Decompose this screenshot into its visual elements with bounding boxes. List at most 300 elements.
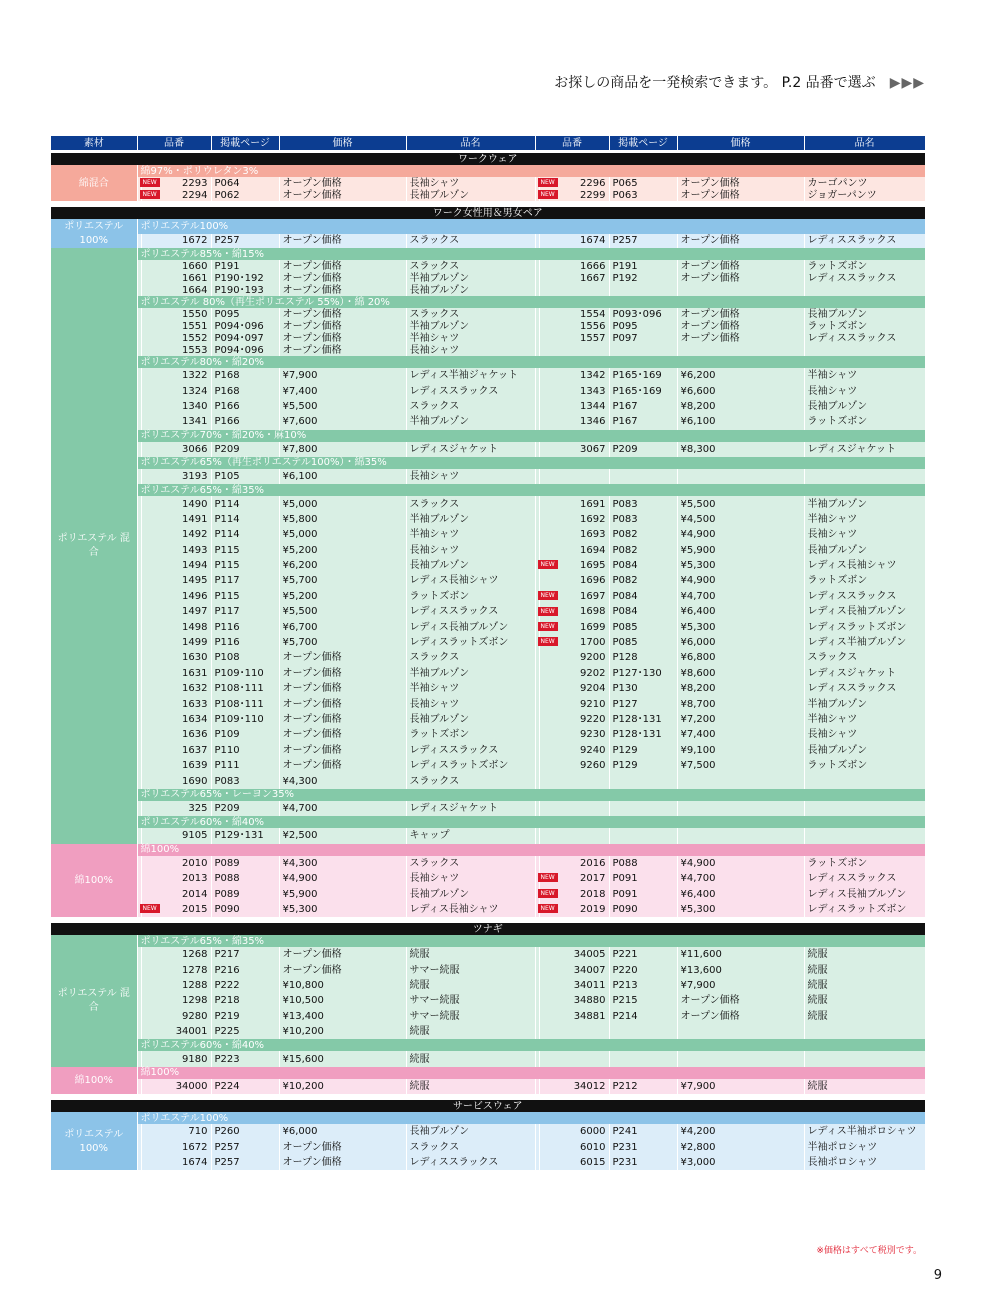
product-number: [539, 773, 609, 788]
group-label: ポリエステル70%・綿20%・麻10%: [137, 430, 925, 442]
page-number: 9: [933, 1268, 942, 1283]
price: ¥5,500: [279, 604, 406, 619]
catalog-page: P257: [211, 234, 279, 249]
price: オープン価格: [279, 320, 406, 332]
product-number: 2018: [539, 886, 609, 901]
product-number: 1278: [141, 963, 211, 978]
price: ¥6,600: [677, 383, 804, 398]
catalog-page: [609, 828, 677, 843]
new-badge: NEW: [538, 591, 558, 600]
price: ¥6,700: [279, 619, 406, 634]
catalog-page: P215: [609, 993, 677, 1008]
product-name: スラックス: [406, 308, 535, 320]
table-row: [51, 320, 925, 332]
table-row: [51, 442, 925, 457]
group-label: ポリエステル60%・綿40%: [137, 816, 925, 828]
section-header: [51, 153, 925, 165]
catalog-page: P191: [609, 260, 677, 272]
catalog-page: P090: [609, 902, 677, 917]
price: ¥5,000: [279, 496, 406, 511]
price: オープン価格: [279, 272, 406, 284]
product-name: ラットズボン: [804, 573, 925, 588]
price: ¥5,800: [279, 512, 406, 527]
table-row: [51, 308, 925, 320]
product-number: 1556: [539, 320, 609, 332]
product-number: 1697: [539, 589, 609, 604]
price: オープン価格: [279, 947, 406, 962]
product-number: 34000: [141, 1079, 211, 1094]
price: ¥6,000: [677, 635, 804, 650]
product-name: キャップ: [406, 828, 535, 843]
product-number: [539, 1024, 609, 1039]
product-name: レディススラックス: [804, 589, 925, 604]
table-row: [51, 619, 925, 634]
group-label: ポリエステル100%: [137, 1112, 925, 1124]
product-number: 1639: [141, 758, 211, 773]
group-label: ポリエステル100%: [137, 219, 925, 234]
catalog-page: P083: [609, 496, 677, 511]
product-number: 1288: [141, 978, 211, 993]
price: オープン価格: [279, 681, 406, 696]
catalog-page: P084: [609, 604, 677, 619]
table-row: [51, 543, 925, 558]
new-badge: NEW: [538, 889, 558, 898]
catalog-page: P218: [211, 993, 279, 1008]
product-name: カーゴパンツ: [804, 177, 925, 189]
product-number: 1490: [141, 496, 211, 511]
product-number: 1691: [539, 496, 609, 511]
price: ¥6,200: [279, 558, 406, 573]
product-name: [804, 344, 925, 356]
new-marker-cell: [535, 189, 555, 201]
material-group-row: [51, 430, 925, 442]
catalog-page: P109･110: [211, 666, 279, 681]
catalog-page: P115: [211, 558, 279, 573]
product-number: 1552: [141, 332, 211, 344]
price: オープン価格: [279, 963, 406, 978]
table-row: [51, 978, 925, 993]
product-number: 2299: [539, 189, 609, 201]
table-row: [51, 635, 925, 650]
group-label: ポリエステル85%・綿15%: [137, 248, 925, 260]
catalog-page: P105: [211, 469, 279, 484]
table-row: [51, 573, 925, 588]
product-number: 1494: [141, 558, 211, 573]
table-row: [51, 234, 925, 249]
price: ¥8,200: [677, 399, 804, 414]
product-name: 長袖シャツ: [406, 469, 535, 484]
price: ¥6,000: [279, 1124, 406, 1139]
product-number: 1674: [141, 1155, 211, 1170]
product-name: サマー続服: [406, 993, 535, 1008]
price: オープン価格: [279, 743, 406, 758]
product-name: 続服: [406, 1024, 535, 1039]
material-group-row: [51, 356, 925, 368]
price: オープン価格: [279, 260, 406, 272]
product-number: [539, 469, 609, 484]
new-marker-cell: [137, 177, 157, 189]
price: オープン価格: [677, 177, 804, 189]
material-group-row: [51, 816, 925, 828]
price: オープン価格: [677, 993, 804, 1008]
catalog-page: P108･111: [211, 696, 279, 711]
product-number: 1696: [539, 573, 609, 588]
product-number: 1499: [141, 635, 211, 650]
catalog-page: P127: [609, 696, 677, 711]
product-name: ラットズボン: [804, 320, 925, 332]
product-number: 1492: [141, 527, 211, 542]
group-label: ポリエステル65%・綿35%: [137, 935, 925, 947]
group-label: ポリエステル60%・綿40%: [137, 1039, 925, 1051]
catalog-page: P128: [609, 650, 677, 665]
product-name: 長袖シャツ: [406, 696, 535, 711]
product-number: 1551: [141, 320, 211, 332]
new-badge: NEW: [538, 904, 558, 913]
table-row: [51, 332, 925, 344]
column-header: 価格: [677, 136, 804, 150]
price: ¥4,500: [677, 512, 804, 527]
product-number: 1637: [141, 743, 211, 758]
product-name: 半袖ブルゾン: [406, 414, 535, 429]
catalog-page: P097: [609, 332, 677, 344]
catalog-page: P213: [609, 978, 677, 993]
price: ¥6,200: [677, 368, 804, 383]
product-number: 1342: [539, 368, 609, 383]
material-group-row: [51, 484, 925, 496]
catalog-page: P257: [609, 234, 677, 249]
price: オープン価格: [279, 344, 406, 356]
table-row: [51, 773, 925, 788]
price: オープン価格: [279, 650, 406, 665]
price: オープン価格: [279, 712, 406, 727]
material-group-row: [51, 935, 925, 947]
table-row: [51, 650, 925, 665]
column-header: 品番: [137, 136, 211, 150]
product-number: 34881: [539, 1009, 609, 1024]
product-name: 続服: [804, 1079, 925, 1094]
product-name: 半袖シャツ: [406, 681, 535, 696]
product-name: 半袖シャツ: [804, 712, 925, 727]
table-row: [51, 963, 925, 978]
product-name: 半袖ブルゾン: [406, 512, 535, 527]
product-name: 半袖シャツ: [804, 512, 925, 527]
product-number: 2294: [141, 189, 211, 201]
catalog-page: P094･097: [211, 332, 279, 344]
price: ¥10,800: [279, 978, 406, 993]
table-row: [51, 712, 925, 727]
product-name: ジョガーパンツ: [804, 189, 925, 201]
material-group-row: [51, 248, 925, 260]
new-marker-cell: [137, 189, 157, 201]
catalog-page: P168: [211, 368, 279, 383]
product-number: 2019: [539, 902, 609, 917]
product-number: 1298: [141, 993, 211, 1008]
catalog-page: P088: [211, 871, 279, 886]
new-badge: NEW: [538, 560, 558, 569]
table-row: [51, 1140, 925, 1155]
product-name: 半袖シャツ: [406, 332, 535, 344]
price: ¥5,200: [279, 543, 406, 558]
table-row: [51, 886, 925, 901]
product-number: 1633: [141, 696, 211, 711]
price: オープン価格: [677, 1009, 804, 1024]
table-row: [51, 993, 925, 1008]
product-number: 2296: [539, 177, 609, 189]
catalog-page: P192: [609, 272, 677, 284]
product-name: レディススラックス: [406, 604, 535, 619]
product-name: [804, 1051, 925, 1066]
price: オープン価格: [279, 758, 406, 773]
catalog-page: P214: [609, 1009, 677, 1024]
product-name: 長袖シャツ: [406, 177, 535, 189]
product-number: 1698: [539, 604, 609, 619]
product-name: レディス長袖シャツ: [406, 573, 535, 588]
product-name: レディスラットズボン: [406, 635, 535, 650]
product-number: 9200: [539, 650, 609, 665]
catalog-page: P168: [211, 383, 279, 398]
catalog-page: [609, 344, 677, 356]
price: オープン価格: [279, 1155, 406, 1170]
product-name: レディスラットズボン: [406, 758, 535, 773]
product-number: 1630: [141, 650, 211, 665]
product-name: スラックス: [406, 650, 535, 665]
price: ¥4,300: [279, 773, 406, 788]
product-number: 9220: [539, 712, 609, 727]
catalog-page: P082: [609, 543, 677, 558]
product-name: [804, 284, 925, 296]
new-badge: NEW: [538, 873, 558, 882]
product-number: 3066: [141, 442, 211, 457]
product-number: 34005: [539, 947, 609, 962]
product-name: レディス半袖ブルゾン: [804, 635, 925, 650]
product-name: 長袖ブルゾン: [804, 399, 925, 414]
price: ¥8,600: [677, 666, 804, 681]
price: オープン価格: [279, 308, 406, 320]
catalog-page: P260: [211, 1124, 279, 1139]
product-name: レディス長袖シャツ: [804, 558, 925, 573]
product-name: 半袖ブルゾン: [406, 320, 535, 332]
price: ¥7,600: [279, 414, 406, 429]
price: [677, 828, 804, 843]
product-name: スラックス: [406, 1140, 535, 1155]
product-name: 続服: [804, 1009, 925, 1024]
price: オープン価格: [279, 1140, 406, 1155]
product-number: 9260: [539, 758, 609, 773]
price: オープン価格: [677, 272, 804, 284]
product-name: 長袖ポロシャツ: [804, 1155, 925, 1170]
price: ¥5,900: [677, 543, 804, 558]
product-name: 半袖ブルゾン: [804, 496, 925, 511]
table-row: [51, 177, 925, 189]
catalog-page: P085: [609, 635, 677, 650]
column-header: 品番: [535, 136, 609, 150]
price: ¥15,600: [279, 1051, 406, 1066]
price: ¥2,800: [677, 1140, 804, 1155]
product-number: 3193: [141, 469, 211, 484]
price: ¥8,700: [677, 696, 804, 711]
product-name: レディススラックス: [804, 871, 925, 886]
table-row: [51, 496, 925, 511]
product-number: 1493: [141, 543, 211, 558]
table-row: [51, 1079, 925, 1094]
group-label: ポリエステル65%・レーヨン35%: [137, 789, 925, 801]
section-title: ワーク女性用＆男女ペア: [51, 207, 925, 219]
price: オープン価格: [279, 234, 406, 249]
material-label: ポリエステル 100%: [51, 1112, 137, 1170]
catalog-page: P191: [211, 260, 279, 272]
product-name: レディススラックス: [804, 234, 925, 249]
product-name: レディスジャケット: [804, 442, 925, 457]
product-number: [539, 801, 609, 816]
product-name: レディススラックス: [406, 1155, 535, 1170]
catalog-page: [609, 1051, 677, 1066]
catalog-page: P108･111: [211, 681, 279, 696]
product-number: 2013: [141, 871, 211, 886]
product-number: 1672: [141, 234, 211, 249]
catalog-page: P089: [211, 856, 279, 871]
price: ¥5,700: [279, 635, 406, 650]
product-name: 長袖ブルゾン: [406, 558, 535, 573]
product-name: ラットズボン: [804, 758, 925, 773]
product-number: 9230: [539, 727, 609, 742]
catalog-page: P209: [211, 801, 279, 816]
group-label: ポリエステル 80%（再生ポリエステル 55%）・綿 20%: [137, 296, 925, 308]
product-number: 1496: [141, 589, 211, 604]
product-name: サマー続服: [406, 963, 535, 978]
price: ¥7,900: [677, 978, 804, 993]
product-number: 1632: [141, 681, 211, 696]
product-number: 1664: [141, 284, 211, 296]
material-group-row: [51, 165, 925, 177]
product-name: サマー続服: [406, 1009, 535, 1024]
column-header: 掲載ページ: [609, 136, 677, 150]
material-group-row: [51, 219, 925, 234]
catalog-page: [609, 801, 677, 816]
price: オープン価格: [279, 284, 406, 296]
catalog-page: P166: [211, 399, 279, 414]
product-number: 1693: [539, 527, 609, 542]
material-group-row: [51, 1039, 925, 1051]
price: [677, 801, 804, 816]
price: ¥6,400: [677, 604, 804, 619]
product-number: 1699: [539, 619, 609, 634]
product-number: 9202: [539, 666, 609, 681]
material-group-row: [51, 844, 925, 856]
price: オープン価格: [677, 189, 804, 201]
product-name: レディススラックス: [804, 332, 925, 344]
price: [677, 344, 804, 356]
group-label: ポリエステル65%（再生ポリエステル100%）・綿35%: [137, 457, 925, 469]
material-group-row: [51, 1067, 925, 1079]
catalog-page: P231: [609, 1155, 677, 1170]
table-row: [51, 801, 925, 816]
product-name: レディススラックス: [804, 272, 925, 284]
page-header: [0, 72, 925, 92]
price: ¥5,500: [279, 399, 406, 414]
section-title: ワークウェア: [51, 153, 925, 165]
catalog-page: P127･130: [609, 666, 677, 681]
product-number: 1497: [141, 604, 211, 619]
product-number: [539, 828, 609, 843]
catalog-page: P167: [609, 399, 677, 414]
product-name: [804, 469, 925, 484]
product-name: レディス半袖ポロシャツ: [804, 1124, 925, 1139]
price: ¥4,700: [677, 589, 804, 604]
product-name: スラックス: [406, 773, 535, 788]
price: オープン価格: [279, 177, 406, 189]
product-number: 1346: [539, 414, 609, 429]
product-number: 1636: [141, 727, 211, 742]
table-row: [51, 189, 925, 201]
product-number: 9105: [141, 828, 211, 843]
product-name: 続服: [406, 978, 535, 993]
catalog-page: P064: [211, 177, 279, 189]
product-number: 2017: [539, 871, 609, 886]
product-number: 2010: [141, 856, 211, 871]
table-row: [51, 856, 925, 871]
material-label: ポリエステル 混合: [51, 935, 137, 1067]
catalog-page: P222: [211, 978, 279, 993]
group-label: 綿100%: [137, 1067, 925, 1079]
product-number: 1666: [539, 260, 609, 272]
price: オープン価格: [677, 234, 804, 249]
product-number: 34001: [141, 1024, 211, 1039]
price: オープン価格: [279, 666, 406, 681]
catalog-page: P091: [609, 886, 677, 901]
product-number: 1660: [141, 260, 211, 272]
catalog-page: P165･169: [609, 368, 677, 383]
price: ¥6,800: [677, 650, 804, 665]
price: ¥7,900: [279, 368, 406, 383]
catalog-page: P089: [211, 886, 279, 901]
price: オープン価格: [677, 260, 804, 272]
catalog-page: P130: [609, 681, 677, 696]
material-label: 綿100%: [51, 1067, 137, 1094]
new-badge: NEW: [538, 607, 558, 616]
product-number: 1695: [539, 558, 609, 573]
price: ¥8,200: [677, 681, 804, 696]
price: ¥5,500: [677, 496, 804, 511]
product-number: 1343: [539, 383, 609, 398]
table-row: [51, 512, 925, 527]
product-number: 1341: [141, 414, 211, 429]
product-number: 6010: [539, 1140, 609, 1155]
section-header: [51, 1100, 925, 1112]
product-name: レディス長袖シャツ: [406, 902, 535, 917]
product-number: 1491: [141, 512, 211, 527]
price: [677, 284, 804, 296]
product-number: 1557: [539, 332, 609, 344]
new-badge: NEW: [538, 637, 558, 646]
price: ¥7,200: [677, 712, 804, 727]
catalog-page: P116: [211, 635, 279, 650]
price: ¥5,300: [279, 902, 406, 917]
price: ¥4,700: [677, 871, 804, 886]
table-row: [51, 383, 925, 398]
material-group-row: [51, 789, 925, 801]
price: オープン価格: [279, 332, 406, 344]
price: ¥4,900: [677, 527, 804, 542]
column-header: 価格: [279, 136, 406, 150]
catalog-page: P063: [609, 189, 677, 201]
catalog-page: P128･131: [609, 712, 677, 727]
product-index-table: [51, 136, 926, 1170]
product-number: 6000: [539, 1124, 609, 1139]
product-number: 2015: [141, 902, 211, 917]
table-row: [51, 1009, 925, 1024]
table-row: [51, 727, 925, 742]
catalog-page: P093･096: [609, 308, 677, 320]
